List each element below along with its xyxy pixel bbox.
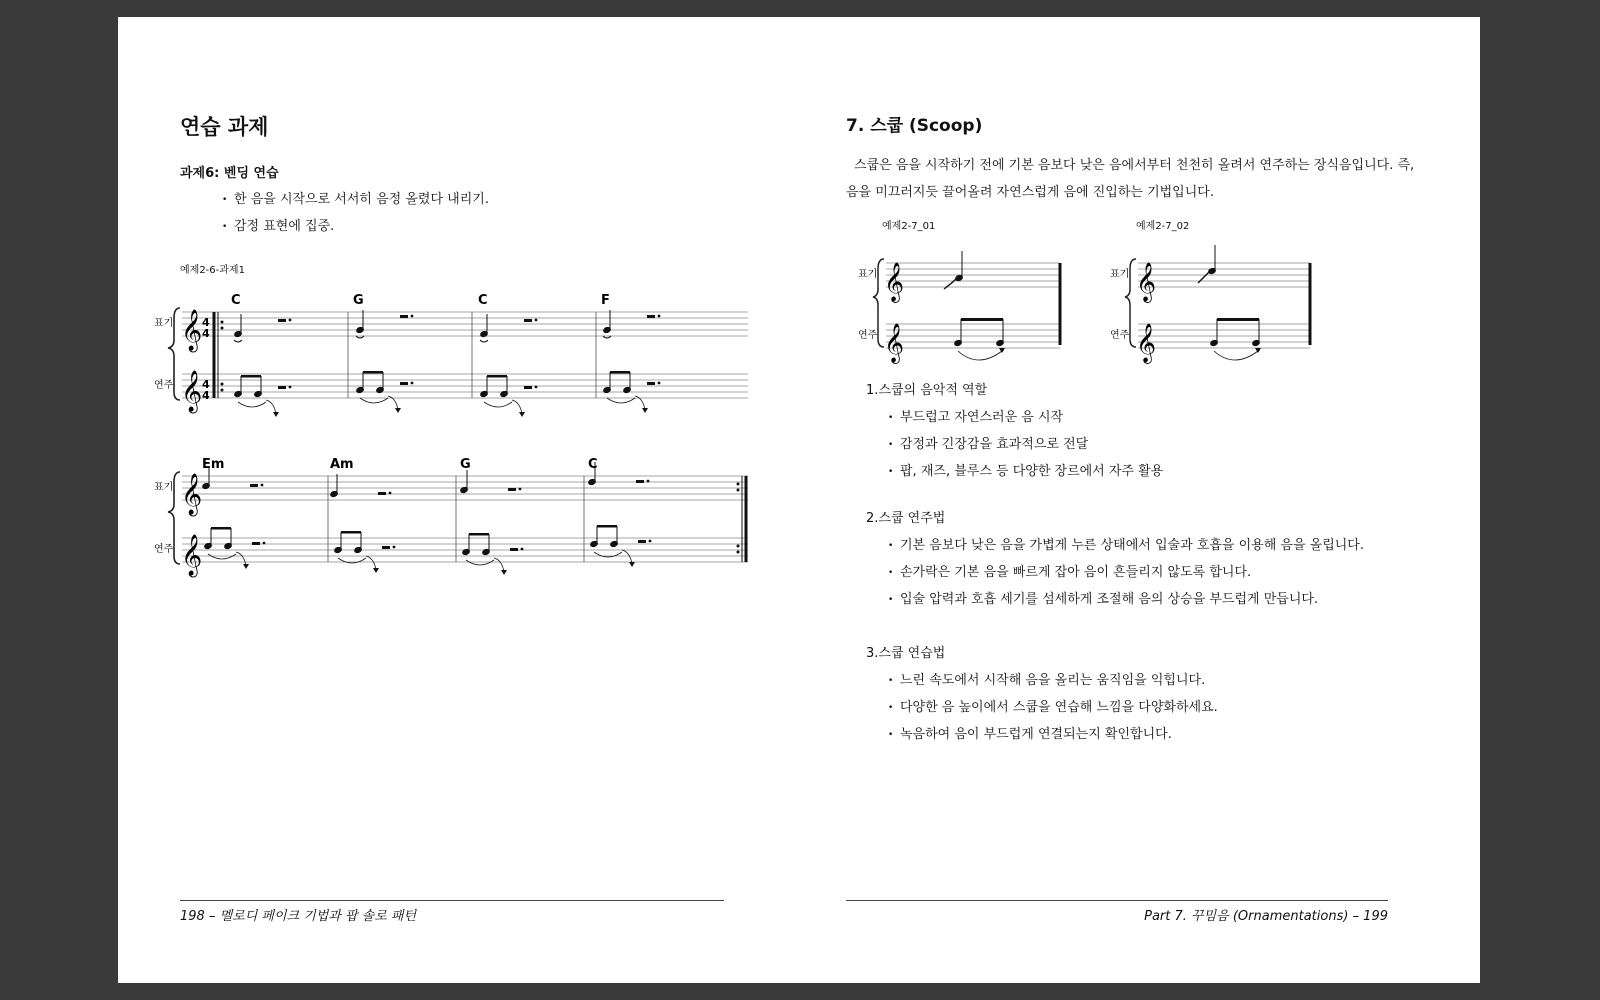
list-item: • 한 음을 시작으로 서서히 음정 올렸다 내리기.	[222, 188, 489, 207]
time-signature: 4	[202, 327, 210, 340]
half-rest	[400, 315, 408, 318]
half-rest	[278, 319, 286, 322]
time-signature: 4	[202, 316, 210, 329]
staff-label-performance: 연주	[858, 330, 878, 341]
section-heading: 2.스쿱 연주법	[866, 511, 946, 526]
chord-symbol: C	[588, 457, 598, 472]
chord-symbol: F	[601, 293, 610, 308]
half-rest	[647, 315, 655, 318]
list-item: • 입술 압력과 호흡 세기를 섬세하게 조절해 음의 상승을 부드럽게 만듭니다.	[888, 588, 1318, 607]
half-rest	[638, 540, 646, 543]
section-title: 7. 스쿱 (Scoop)	[846, 116, 983, 136]
half-rest	[508, 488, 516, 491]
treble-clef-icon: 𝄞	[181, 310, 203, 351]
footer-rule	[180, 900, 724, 901]
example-label: 예제2-7_01	[882, 221, 936, 232]
book-spread	[118, 17, 1480, 983]
half-rest	[636, 480, 644, 483]
list-item: • 손가락은 기본 음을 빠르게 잡아 음이 흔들리지 않도록 합니다.	[888, 561, 1251, 580]
half-rest	[524, 386, 532, 389]
staff-label-notation: 표기	[154, 318, 174, 329]
half-rest	[524, 319, 532, 322]
half-rest	[278, 386, 286, 389]
treble-clef-icon: 𝄞	[884, 262, 905, 302]
treble-clef-icon: 𝄞	[181, 474, 203, 515]
treble-clef-icon: 𝄞	[1136, 262, 1157, 302]
half-rest	[250, 484, 258, 487]
list-item: • 감정과 긴장감을 효과적으로 전달	[888, 433, 1088, 452]
chord-symbol: Am	[330, 457, 354, 472]
chord-symbol: C	[231, 293, 241, 308]
intro-text: 음을 미끄러지듯 끌어올려 자연스럽게 음에 진입하는 기법입니다.	[846, 185, 1214, 200]
half-rest	[252, 542, 260, 545]
task-title: 과제6: 벤딩 연습	[180, 166, 279, 181]
list-item: • 부드럽고 자연스러운 음 시작	[888, 406, 1063, 425]
treble-clef-icon: 𝄞	[884, 323, 905, 363]
chord-symbol: C	[478, 293, 488, 308]
list-item: • 팝, 재즈, 블루스 등 다양한 장르에서 자주 활용	[888, 460, 1163, 479]
staff-label-performance: 연주	[154, 380, 174, 391]
list-item: • 느린 속도에서 시작해 음을 올리는 움직임을 익힙니다.	[888, 669, 1205, 688]
chord-symbol: G	[353, 293, 364, 308]
treble-clef-icon: 𝄞	[181, 371, 203, 412]
half-rest	[400, 382, 408, 385]
list-item: • 기본 음보다 낮은 음을 가볍게 누른 상태에서 입술과 호흡을 이용해 음을 올립니다.	[888, 534, 1364, 553]
staff-label-notation: 표기	[154, 482, 174, 493]
example-label: 예제2-6-과제1	[180, 265, 245, 276]
staff-label-performance: 연주	[154, 544, 174, 555]
half-rest	[378, 492, 386, 495]
half-rest	[382, 546, 390, 549]
exercise-score	[148, 272, 748, 592]
list-item: • 녹음하여 음이 부드럽게 연결되는지 확인합니다.	[888, 723, 1172, 742]
staff-label-notation: 표기	[1110, 269, 1130, 280]
time-signature: 4	[202, 378, 210, 391]
footer-rule	[846, 900, 1388, 901]
intro-text: 스쿱은 음을 시작하기 전에 기본 음보다 낮은 음에서부터 천천히 올려서 연주하는 장식음입니다. 즉,	[854, 158, 1415, 173]
half-rest	[510, 548, 518, 551]
treble-clef-icon: 𝄞	[181, 535, 203, 576]
list-item: • 다양한 음 높이에서 스쿱을 연습해 느낌을 다양화하세요.	[888, 696, 1218, 715]
footer-right: Part 7. 꾸밈음 (Ornamentations) – 199	[1144, 909, 1388, 924]
example-label: 예제2-7_02	[1136, 221, 1190, 232]
scoop-examples	[848, 227, 1328, 367]
chord-symbol: Em	[202, 457, 225, 472]
staff-label-performance: 연주	[1110, 330, 1130, 341]
half-rest	[647, 382, 655, 385]
footer-left: 198 – 멜로디 페이크 기법과 팝 솔로 패턴	[180, 909, 417, 924]
treble-clef-icon: 𝄞	[1136, 323, 1157, 363]
section-heading: 3.스쿱 연습법	[866, 646, 946, 661]
section-heading: 1.스쿱의 음악적 역할	[866, 383, 988, 398]
chord-symbol: G	[460, 457, 471, 472]
time-signature: 4	[202, 389, 210, 402]
page-title: 연습 과제	[180, 115, 269, 139]
list-item: • 감정 표현에 집중.	[222, 215, 334, 234]
staff-label-notation: 표기	[858, 269, 878, 280]
